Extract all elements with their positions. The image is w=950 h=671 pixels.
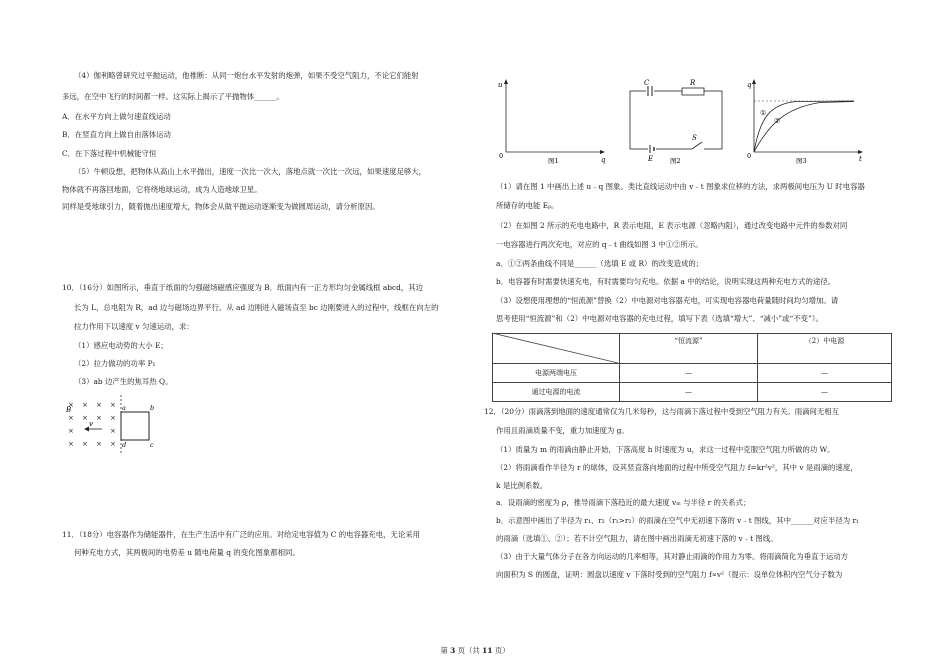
label-c: c	[150, 441, 154, 449]
q12-part1: （1）质量为 m 的雨滴由静止开始，下落高度 h 时速度为 u，求这一过程中克服空气阻力所做的功 W。	[496, 445, 835, 454]
q12-line1: 12．（20分）雨滴落到地面的速度通常仅为几米每秒，这与雨滴下落过程中受到空气阻力有关。雨滴间无相互	[484, 407, 840, 416]
cross-mark: ×	[68, 440, 74, 448]
q12-part2a: a．设雨滴的密度为 ρ，推导雨滴下落趋近的最大速度 vₘ 与半径 r 的关系式；	[496, 498, 751, 507]
q11-part1-line2: 所储存的电能 Eₚ。	[496, 201, 559, 210]
table-cell-dash: —	[758, 364, 892, 383]
cross-mark: ×	[96, 414, 102, 422]
figure-2-charging-circuit	[624, 78, 734, 164]
origin-label: 0	[747, 152, 752, 160]
table-header-source-2: （2）中电源	[758, 334, 892, 364]
footer-text: 页）	[492, 646, 510, 655]
axis-u-label: u	[498, 81, 503, 89]
curve-2-label: ②	[774, 117, 781, 125]
q11-part2-line2: 一电容器进行两次充电，对应的 q﹣t 曲线如图 3 中①②所示。	[496, 240, 703, 249]
q9-part4-line2: 多远，在空中飞行的时间都一样。这实际上揭示了平抛物体______。	[62, 92, 284, 101]
table-corner-cell	[493, 334, 620, 364]
label-R: R	[690, 79, 696, 87]
q12-part2-line2: k 是比例系数。	[496, 481, 548, 490]
q11-line1: 11．（18分）电容器作为储能器件，在生产生活中有广泛的应用。对给定电容值为 C 的电容器充电，无论采用	[62, 530, 421, 539]
q12-part3-line2: 向面积为 S 的圆盘，证明：圆盘以速度 v 下落时受到的空气阻力 f∝v²（提示：设单位体积内空气分子数为	[496, 570, 843, 579]
q9-option-b: B．在竖直方向上做自由落体运动	[62, 130, 171, 139]
charging-comparison-table	[492, 333, 892, 402]
label-a: a	[122, 404, 126, 412]
q9-option-c: C．在下落过程中机械能守恒	[62, 149, 157, 158]
q10-line3: 拉力作用下以速度 v 匀速运动，求：	[74, 322, 194, 331]
cross-mark: ×	[96, 440, 102, 448]
q9-part4-line1: （4）伽利略曾研究过平抛运动，他推断：从同一炮台水平发射的炮弹，如果不受空气阻力，不论它们能射	[74, 71, 419, 80]
q9-option-a: A．在水平方向上做匀速直线运动	[62, 112, 171, 121]
q10-line2: 长为 L，总电阻为 R，ad 边与磁场边界平行。从 ad 边刚进入磁场直至 bc 边刚要进入的过程中，线框在向左的	[74, 303, 439, 312]
axis-q-label: q	[747, 81, 752, 89]
table-header-constant-current: “恒流源”	[620, 334, 758, 364]
cross-mark: ×	[110, 427, 116, 435]
q9-part5-line3: 同样是受地球引力，随着抛出速度增大，物体会从做平抛运动逐渐变为做圆周运动，请分析原因。	[62, 202, 380, 211]
q10-part1: （1）感应电动势的大小 E；	[74, 341, 168, 350]
table-cell-dash: —	[620, 383, 758, 402]
q11-part2-line1: （2）在如图 2 所示的充电电路中，R 表示电阻，E 表示电源（忽略内阻），通过改变电路中元件的参数对同	[496, 221, 848, 230]
cross-mark: ×	[110, 401, 116, 409]
label-b: b	[150, 404, 155, 412]
cross-mark: ×	[110, 440, 116, 448]
q12-part2b-line1: b．示意图中画出了半径为 r₁、r₂（r₁>r₂）的雨滴在空气中无初速下落的 v﹣t 图线，其中______对应半径为 r₁	[496, 516, 859, 525]
label-E: E	[648, 155, 654, 163]
q10-part3: （3）ab 边产生的焦耳热 Q。	[74, 377, 173, 386]
q11-part1-line1: （1）请在图 1 中画出上述 u﹣q 图象。类比直线运动中由 v﹣t 图象求位移的方法，求两极间电压为 U 时电容器	[496, 182, 865, 191]
label-S: S	[692, 134, 697, 142]
q11-part2b: b．电容器有时需要快速充电，有时需要均匀充电。依据 a 中的结论，说明实现这两种充电方式的途径。	[496, 277, 836, 286]
cross-mark: ×	[82, 440, 88, 448]
figure-3-caption: 图3	[796, 157, 807, 165]
axis-q-label: q	[601, 156, 606, 164]
footer-total-pages: 11	[482, 646, 493, 655]
q10-part2: （2）拉力做功的功率 P₁	[74, 359, 156, 368]
origin-label: 0	[499, 152, 504, 160]
figure-3-q-t-curves	[746, 78, 866, 164]
footer-page-number: 3	[450, 646, 456, 655]
q12-part3-line1: （3）由于大量气体分子在各方向运动的几率相等，其对静止雨滴的作用力为零。将雨滴简化为垂直于运动方	[496, 552, 849, 561]
footer-text: 第	[440, 646, 451, 655]
cross-mark: ×	[68, 427, 74, 435]
square-frame-abcd	[121, 412, 149, 440]
label-C: C	[644, 79, 650, 87]
curve-2	[754, 102, 854, 153]
figure-1-caption: 图1	[548, 157, 559, 165]
cross-mark: ×	[68, 414, 74, 422]
q11-part2a: a．①②两条曲线不同是______（选填 E 或 R）的改变造成的；	[496, 259, 704, 268]
figure-2-caption: 图2	[670, 157, 681, 165]
q12-part2-line1: （2）将雨滴看作半径为 r 的球体，设其竖直落向地面的过程中所受空气阻力 f=kr²v²，其中 v 是雨滴的速度，	[496, 463, 858, 472]
page-footer	[0, 645, 950, 656]
q10-line1: 10．（16分）如图所示，垂直于纸面的匀强磁场磁感应强度为 B．纸面内有一正方形均匀金属线框 abcd，其边	[62, 283, 424, 292]
cross-mark: ×	[82, 401, 88, 409]
label-d: d	[122, 441, 127, 449]
q11-part3-line2: 思考使用“恒流源”和（2）中电源对电容器的充电过程，填写下表（选填“增大”、“减小”或“不变”）。	[496, 314, 823, 323]
figure-1-u-q-axes	[498, 78, 608, 164]
q9-part5-line1: （5）牛顿设想，把物体从高山上水平抛出，速度一次比一次大，落地点就一次比一次远，如果速度足够大，	[74, 167, 427, 176]
cross-mark: ×	[96, 401, 102, 409]
table-cell-dash: —	[620, 364, 758, 383]
curve-1-label: ①	[760, 109, 767, 117]
resistor-R	[682, 88, 704, 95]
q11-line2: 何种充电方式，其两极间的电势差 u 随电荷量 q 的变化图象都相同。	[74, 548, 300, 557]
q9-part5-line2: 物体就不再落回地面，它将绕地球运动，成为人造地球卫星。	[62, 185, 262, 194]
label-B: B	[66, 406, 72, 414]
cross-mark: ×	[68, 401, 74, 409]
q10-magnetic-field-figure	[62, 395, 172, 455]
q12-line2: 作用且雨滴质量不变，重力加速度为 g。	[496, 426, 629, 435]
table-row-current: 通过电源的电流	[493, 383, 620, 402]
q12-part2b-line2: 的雨滴（选填①、②）；若不计空气阻力，请在图中画出雨滴无初速下落的 v﹣t 图线。	[496, 534, 778, 543]
cross-mark: ×	[110, 414, 116, 422]
label-v: v	[89, 420, 93, 428]
footer-text: 页（共	[455, 646, 483, 655]
cross-mark: ×	[82, 414, 88, 422]
q11-part3-line1: （3）设想使用理想的“恒流源”替换（2）中电源对电容器充电，可实现电容器电荷量随时间均匀增加。请	[496, 296, 839, 305]
curve-1	[754, 101, 854, 152]
axis-t-label: t	[859, 155, 862, 163]
table-row-voltage: 电源两端电压	[493, 364, 620, 383]
table-cell-dash: —	[758, 383, 892, 402]
